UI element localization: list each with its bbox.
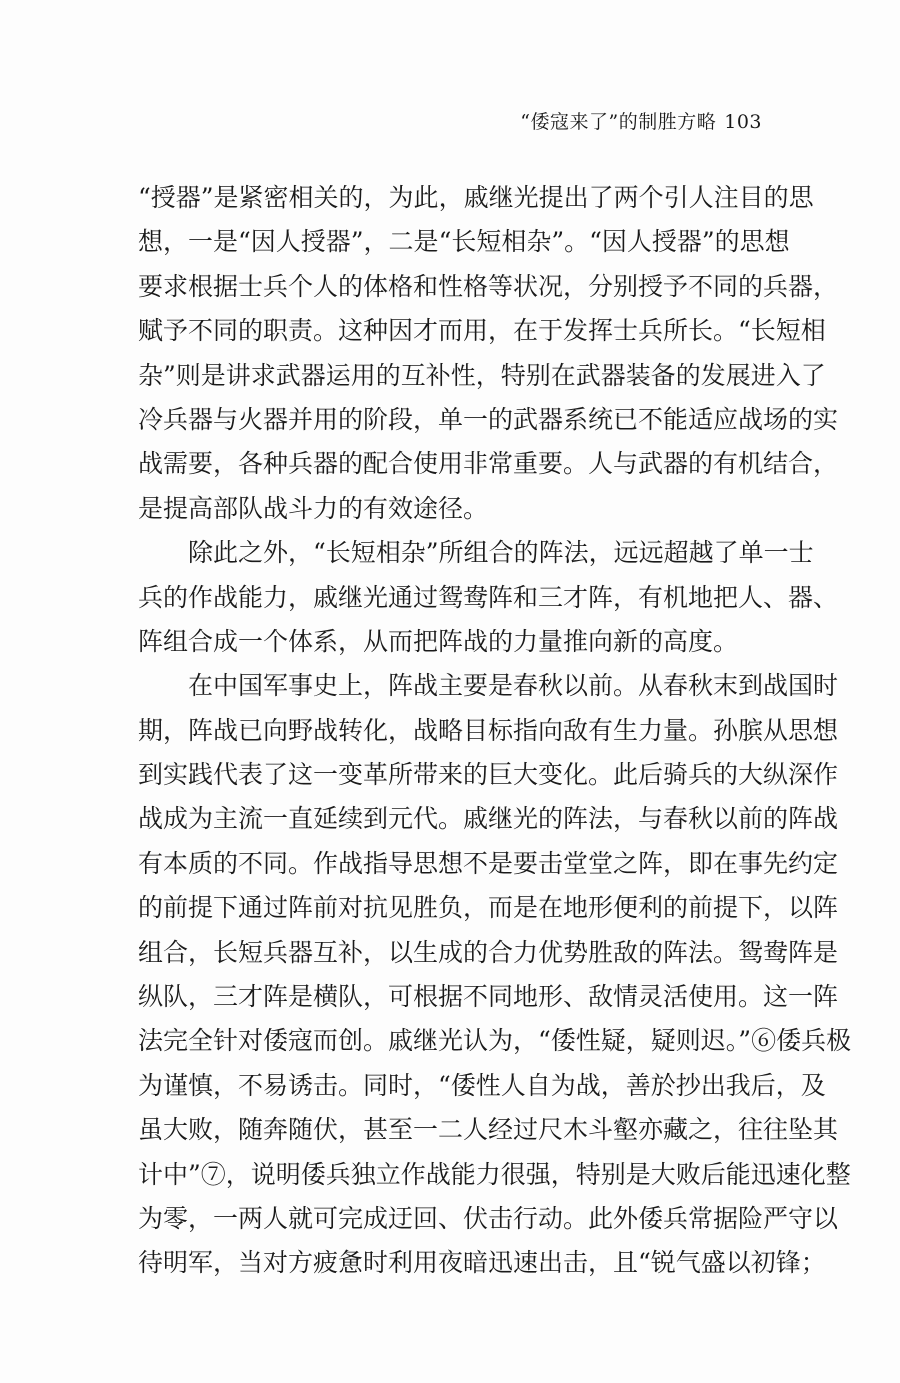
- text-line: 的前提下通过阵前对抗见胜负，而是在地形便利的前提下，以阵: [138, 893, 839, 923]
- running-header: [520, 107, 762, 134]
- text-line: 期，阵战已向野战转化，战略目标指向敌有生力量。孙膑从思想: [138, 715, 839, 745]
- text-line: 想，一是“因人授器”，二是“长短相杂”。“因人授器”的思想: [138, 227, 790, 257]
- text-line: 纵队，三才阵是横队，可根据不同地形、敌情灵活使用。这一阵: [138, 982, 839, 1012]
- text-line: 兵的作战能力，戚继光通过鸳鸯阵和三才阵，有机地把人、器、: [138, 582, 839, 612]
- text-line: 冷兵器与火器并用的阶段，单一的武器系统已不能适应战场的实: [138, 404, 839, 434]
- running-title: “倭寇来了”的制胜方略: [520, 111, 717, 133]
- text-line: 要求根据士兵个人的体格和性格等状况，分别授予不同的兵器，: [138, 271, 839, 301]
- text-line: 战需要，各种兵器的配合使用非常重要。人与武器的有机结合，: [138, 449, 839, 479]
- text-line: 战成为主流一直延续到元代。戚继光的阵法，与春秋以前的阵战: [138, 804, 839, 834]
- text-line: 待明军，当对方疲惫时利用夜暗迅速出击，且“锐气盛以初锋；: [138, 1248, 826, 1278]
- text-line: 为零，一两人就可完成迂回、伏击行动。此外倭兵常据险严守以: [138, 1203, 839, 1233]
- text-line: 为谨慎，不易诱击。同时，“倭性人自为战，善於抄出我后，及: [138, 1070, 826, 1100]
- text-line: 赋予不同的职责。这种因才而用，在于发挥士兵所长。“长短相: [138, 316, 826, 346]
- text-line: 有本质的不同。作战指导思想不是要击堂堂之阵，即在事先约定: [138, 848, 839, 878]
- text-line: 是提高部队战斗力的有效途径。: [138, 493, 489, 523]
- page-number: 103: [724, 111, 762, 133]
- text-line: 阵组合成一个体系，从而把阵战的力量推向新的高度。: [138, 626, 739, 656]
- text-line: 杂”则是讲求武器运用的互补性，特别在武器装备的发展进入了: [138, 360, 826, 390]
- text-line: “授器”是紧密相关的，为此，戚继光提出了两个引人注目的思: [138, 183, 814, 212]
- text-line: 计中”⑦，说明倭兵独立作战能力很强，特别是大败后能迅速化整: [138, 1159, 851, 1189]
- text-line: [138, 1286, 774, 1330]
- body-text: [138, 176, 852, 1330]
- text-line: 除此之外，“长短相杂”所组合的阵法，远远超越了单一士: [188, 538, 814, 568]
- text-line: 组合，长短兵器互补，以生成的合力优势胜敌的阵法。鸳鸯阵是: [138, 937, 839, 967]
- text-line: 法完全针对倭寇而创。戚继光认为，“倭性疑，疑则迟。”⑥倭兵极: [138, 1026, 852, 1056]
- text-line: 到实践代表了这一变革所带来的巨大变化。此后骑兵的大纵深作: [138, 760, 839, 790]
- text-line: 在中国军事史上，阵战主要是春秋以前。从春秋末到战国时: [188, 671, 839, 701]
- text-line: 虽大败，随奔随伏，甚至一二人经过尺木斗壑亦藏之，往往坠其: [138, 1115, 839, 1145]
